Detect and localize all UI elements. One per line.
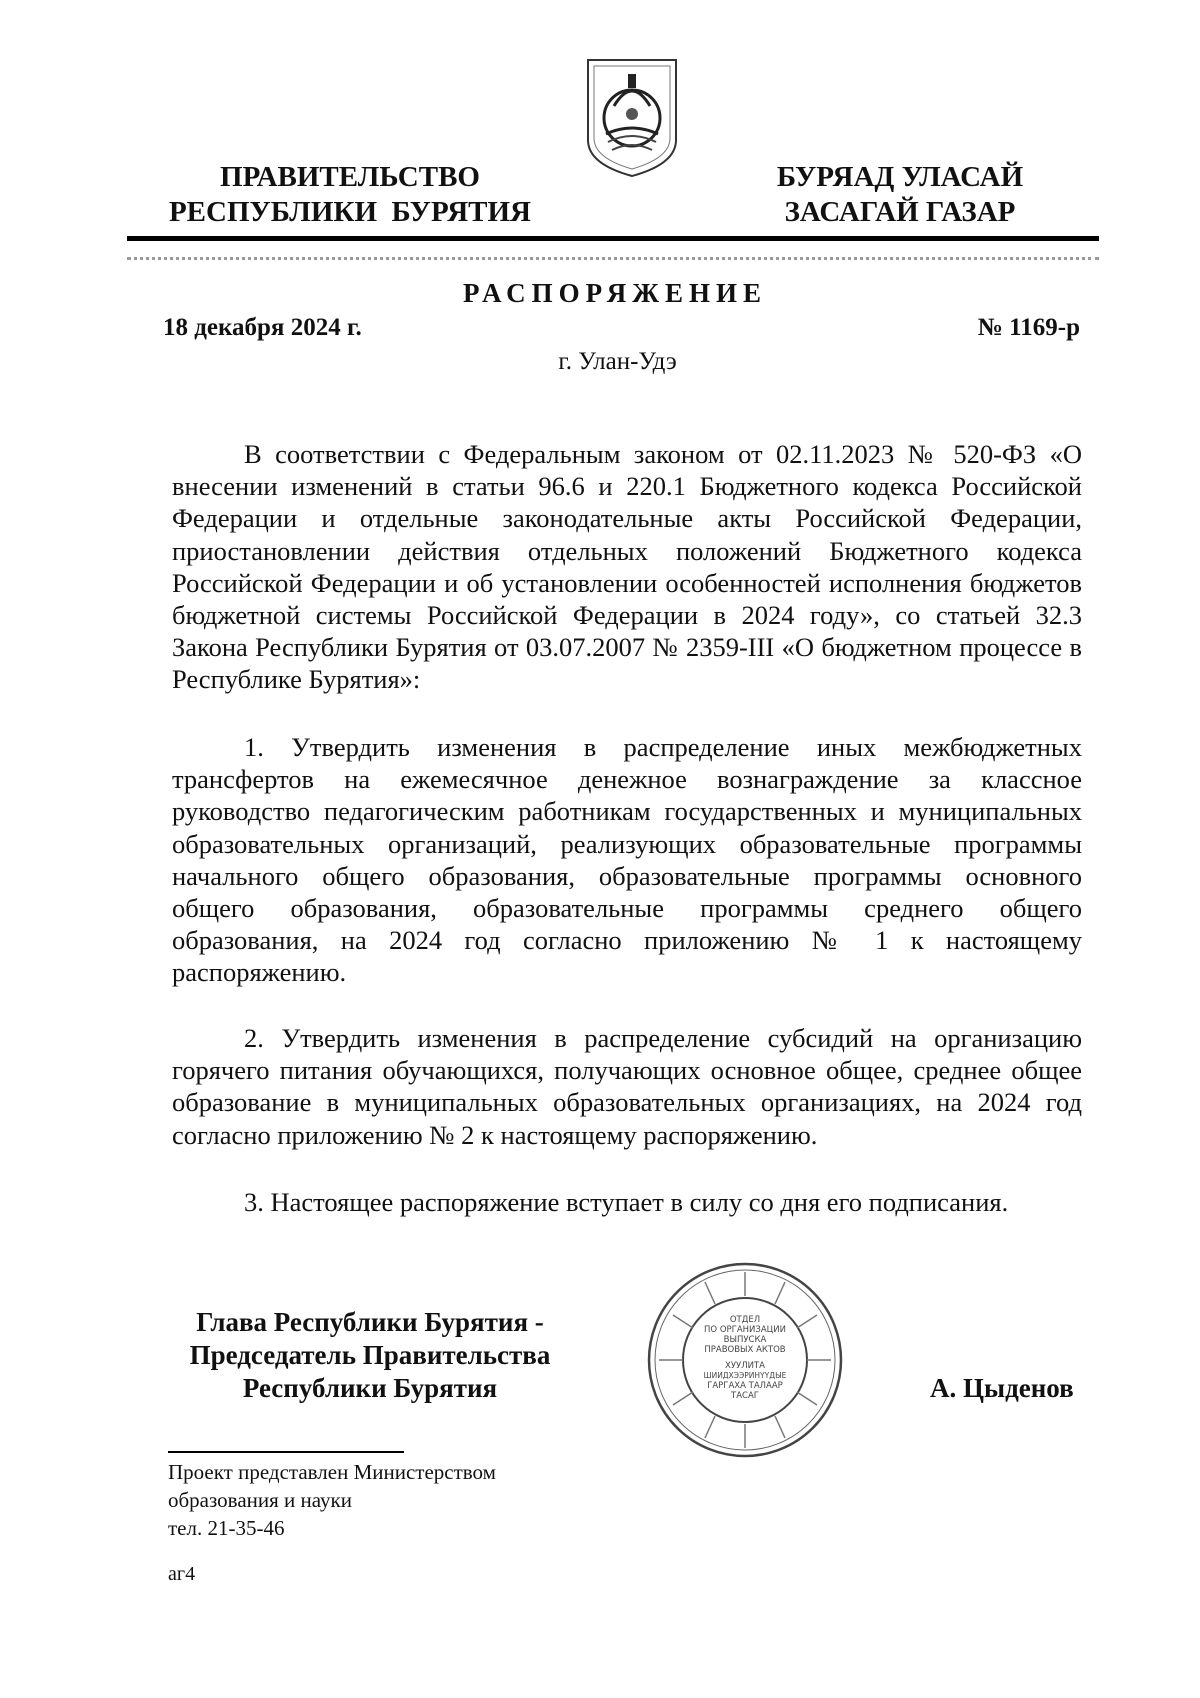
document-date: 18 декабря 2024 г. — [163, 314, 362, 341]
signatory-title — [160, 1306, 580, 1405]
footer-note-line2: образования и науки — [168, 1488, 352, 1512]
clause-2-paragraph: 2. Утвердить изменения в распределение субсидий на организацию горячего питания обучающихся, получающих основное общее, среднее общее образование в муниципальных образовательных организациях, на 2024 год согласно приложению № 2 к настоящему распоряжению. — [172, 1023, 1082, 1150]
stamp-line-7: ГАРГАХА ТАЛААР — [707, 1381, 783, 1391]
document-city: г. Улан-Удэ — [558, 348, 677, 375]
footer-note-line3: тел. 21-35-46 — [168, 1516, 285, 1540]
stamp-line-3: ВЫПУСКА — [723, 1335, 767, 1345]
signatory-title-line2: Председатель Правительства — [189, 1340, 551, 1370]
footer-rule — [168, 1451, 404, 1453]
header-right-line1: БУРЯАД УЛАСАЙ — [776, 161, 1024, 193]
header-government-name-bua — [740, 160, 1060, 230]
coat-of-arms-emblem — [584, 56, 680, 180]
stamp-line-5: ХУУЛИТА — [725, 1361, 765, 1371]
preamble-paragraph: В соответствии с Федеральным законом от 02.11.2023 № 520-ФЗ «О внесении изменений в статьи 96.6 и 220.1 Бюджетного кодекса Российской Федерации и отдельные законодательные акты Российской Федерации, приостановлении действия отдельных положений Бюджетного кодекса Российской Федерации и об установлении особенностей исполнения бюджетов бюджетной системы Российской Федерации в 2024 году», со статьей 32.3 Закона Республики Бурятия от 03.07.2007 № 2359-III «О бюджетном процессе в Республике Бурятия»: — [172, 439, 1082, 695]
clause-1-paragraph: 1. Утвердить изменения в распределение иных межбюджетных трансфертов на ежемесячное денежное вознаграждение за классное руководство педагогическим работникам государственных и муниципальных образовательных организаций, реализующих образовательные программы начального общего образования, образовательные программы основного общего образования, образовательные программы среднего общего образования, на 2024 год согласно приложению № 1 к настоящему распоряжению. — [172, 732, 1082, 988]
document-title: РАСПОРЯЖЕНИЕ — [462, 278, 768, 308]
header-divider-dotted — [127, 257, 1099, 260]
header-right-line2: ЗАСАГАЙ ГАЗАР — [784, 196, 1016, 228]
header-left-line2: РЕСПУБЛИКИ БУРЯТИЯ — [168, 196, 532, 228]
header-left-line1: ПРАВИТЕЛЬСТВО — [220, 161, 480, 193]
header-divider-thick — [127, 236, 1099, 241]
signatory-title-line1: Глава Республики Бурятия - — [196, 1307, 544, 1337]
signatory-title-line3: Республики Бурятия — [242, 1373, 498, 1403]
clause-3-paragraph: 3. Настоящее распоряжение вступает в силу со дня его подписания. — [244, 1187, 1009, 1217]
footer-note-line1: Проект представлен Министерством — [168, 1460, 496, 1484]
document-number: № 1169-р — [977, 314, 1080, 341]
stamp-line-1: ОТДЕЛ — [729, 1315, 761, 1325]
stamp-line-6: ШИИДХЭЭРИНҮҮДЫЕ — [703, 1371, 787, 1380]
stamp-line-4: ПРАВОВЫХ АКТОВ — [704, 1345, 786, 1355]
signatory-name: А. Цыденов — [930, 1373, 1074, 1403]
official-seal-stamp — [645, 1260, 845, 1460]
stamp-line-2: ПО ОРГАНИЗАЦИИ — [704, 1325, 786, 1335]
stamp-line-8: ТАСАГ — [731, 1391, 759, 1401]
header-government-name-ru — [150, 160, 550, 230]
footer-project-note — [168, 1458, 496, 1542]
footer-code: аг4 — [168, 1563, 196, 1585]
